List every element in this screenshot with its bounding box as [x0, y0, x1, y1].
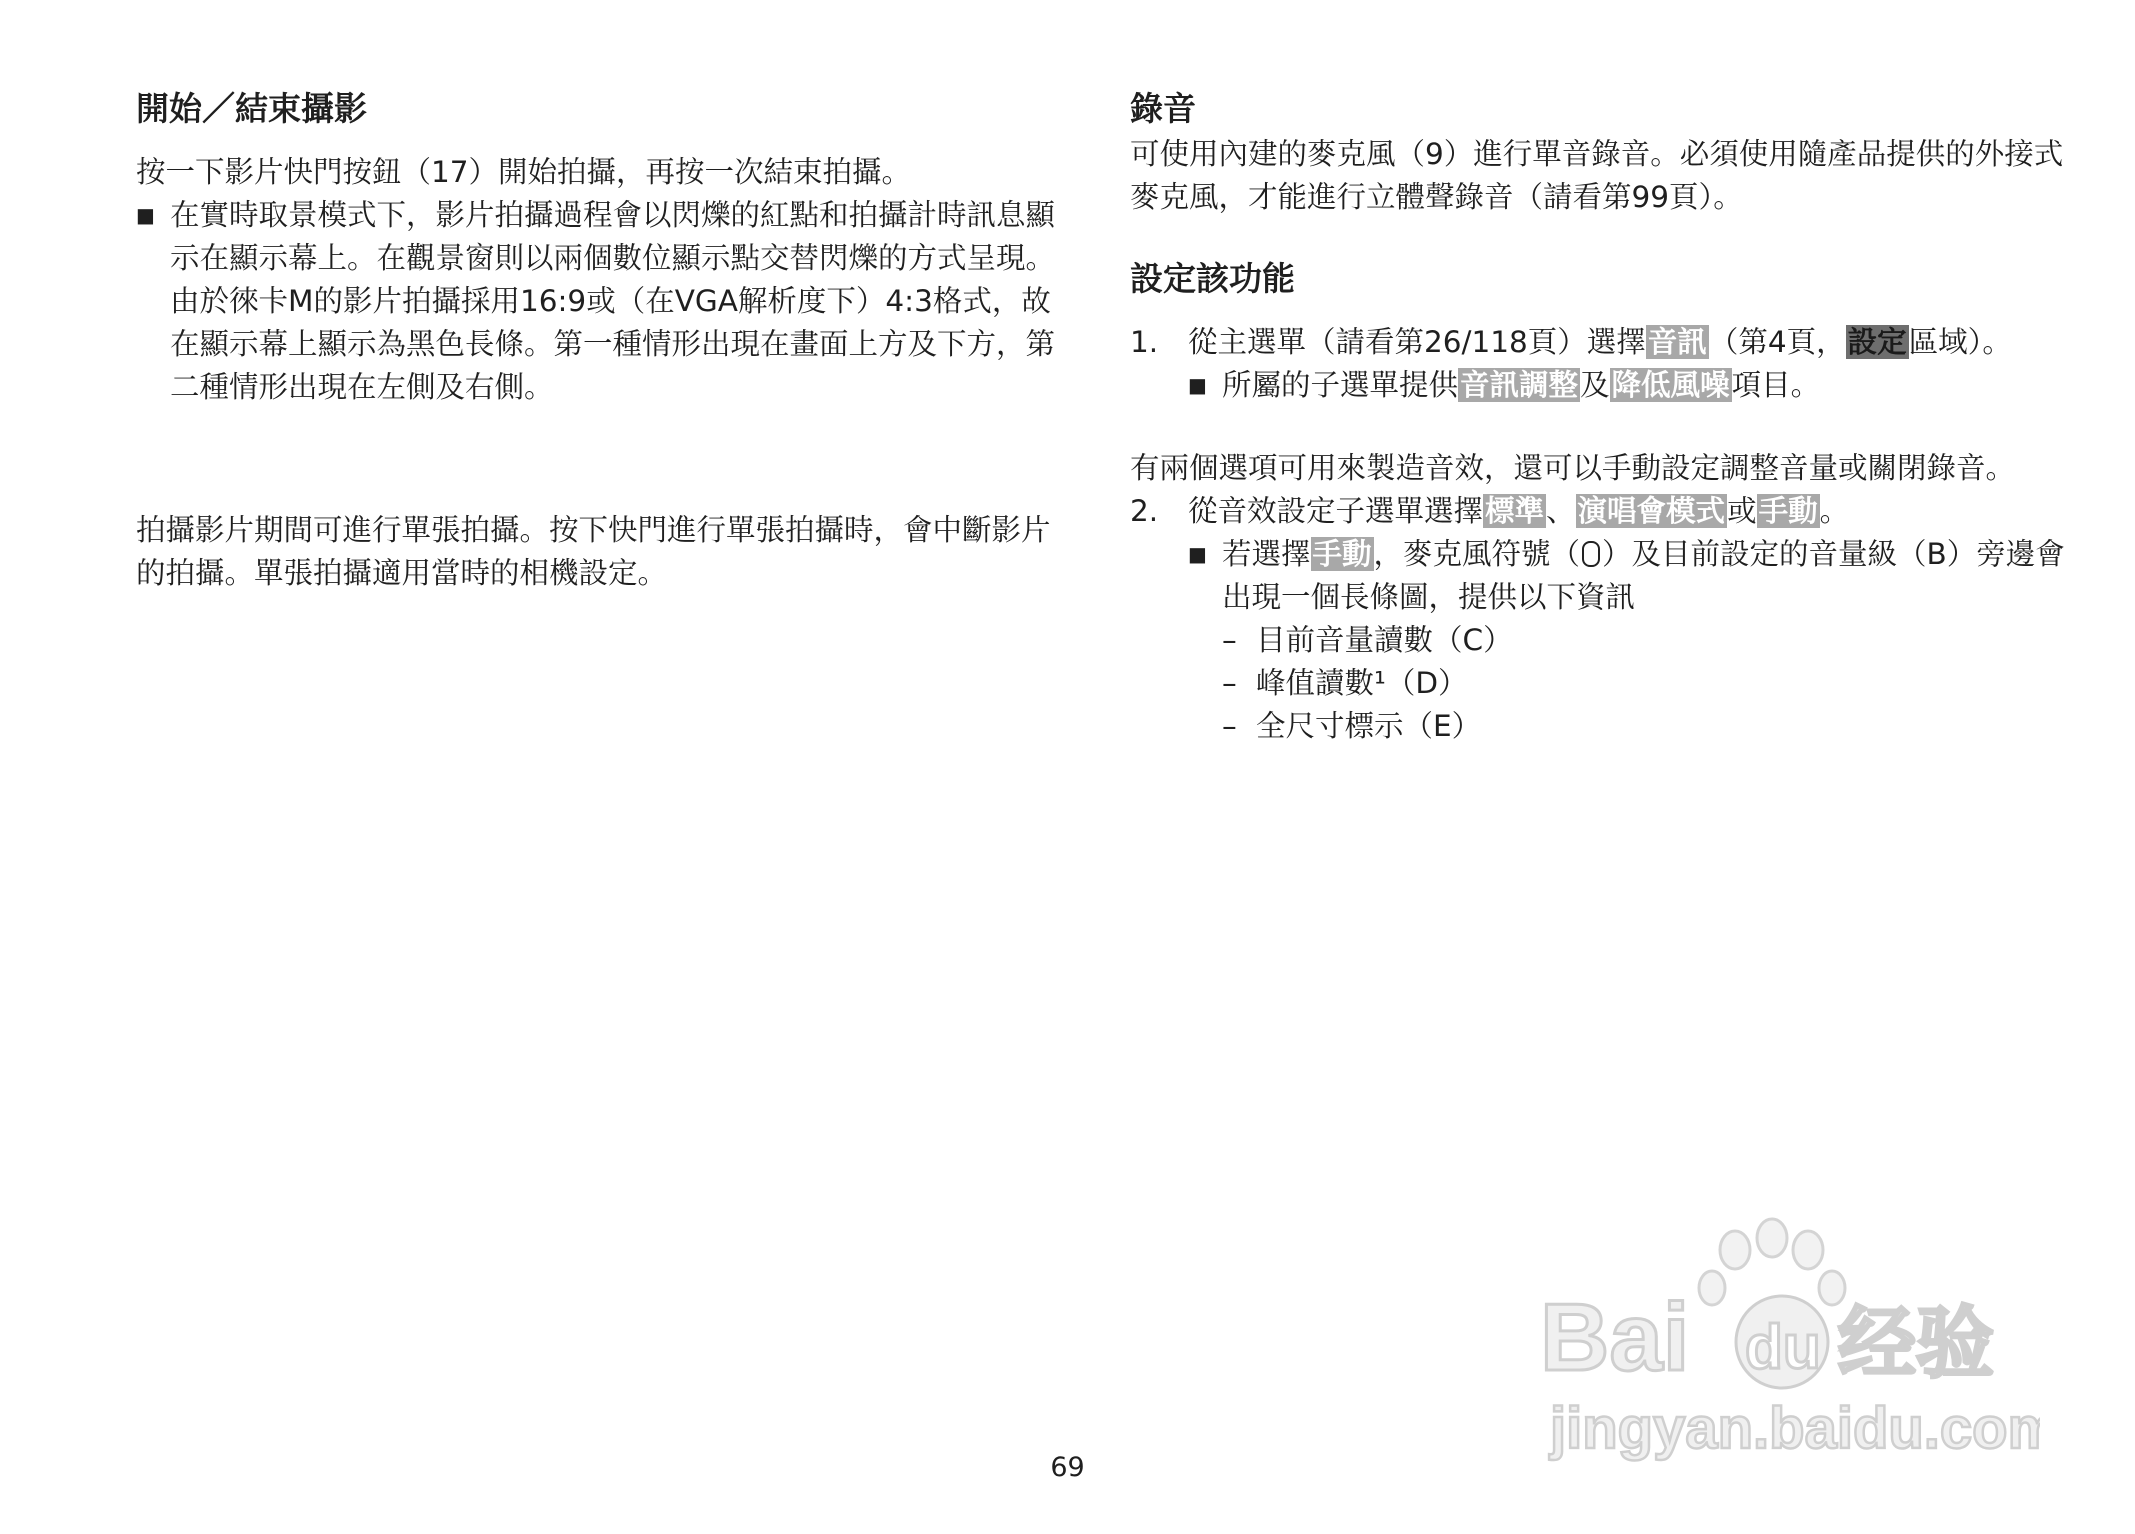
step-1-post: 區域）。: [1908, 325, 2012, 359]
step-1-text: [1188, 321, 2012, 364]
svg-text:Bai: Bai: [1540, 1284, 1690, 1391]
sub-2-pre: 若選擇: [1222, 537, 1311, 571]
right-column: [1130, 85, 2070, 748]
baidu-watermark: [1520, 1210, 2040, 1480]
menu-label-manual: 手動: [1312, 537, 1372, 571]
bullet-live-view: [136, 194, 1066, 280]
heading-start-stop-recording: 開始／結束攝影: [136, 89, 367, 128]
dash-item-text: 全尺寸標示（E）: [1256, 709, 1482, 743]
bullet-icon: ■: [136, 203, 155, 227]
sub-1-text: [1222, 364, 1820, 407]
step-2-text: [1188, 490, 1849, 533]
svg-text:du: du: [1745, 1313, 1821, 1382]
microphone-icon: [1582, 541, 1600, 567]
dash-item: – 峰值讀數¹（D）: [1130, 662, 2070, 705]
bullet-icon: ■: [1188, 373, 1207, 397]
page-number: 69: [1050, 1452, 1085, 1483]
step-2-pre: 從音效設定子選單選擇: [1188, 494, 1484, 528]
sub-2-mid: ，麥克風符號（: [1373, 537, 1581, 571]
svg-text:经验: 经验: [1838, 1299, 1995, 1389]
step-2-sep: 、: [1546, 494, 1576, 528]
intro-text: 按一下影片快門按鈕（17）開始拍攝，再按一次結束拍攝。: [136, 155, 912, 189]
step-1-sub-bullet: [1130, 364, 2070, 407]
step-1-mid: （第4頁，: [1708, 325, 1846, 359]
menu-label-concert-mode: 演唱會模式: [1577, 494, 1726, 528]
menu-label-settings: 設定: [1847, 325, 1907, 359]
recording-text: 可使用內建的麥克風（9）進行單音錄音。必須使用隨產品提供的外接式麥克風，才能進行立體聲錄音（請看第99頁）。: [1130, 137, 2064, 214]
step-number: 1.: [1130, 325, 1159, 359]
step-2-or: 或: [1727, 494, 1757, 528]
dash-item-text: 峰值讀數¹（D）: [1256, 666, 1468, 700]
left-column: [136, 85, 1066, 595]
step-2-post: 。: [1819, 494, 1850, 528]
step-1-pre: 從主選單（請看第26/118頁）選擇: [1188, 325, 1646, 359]
menu-label-standard: 標準: [1485, 494, 1545, 528]
step-1: [1130, 321, 2070, 364]
sub-1-and: 及: [1580, 368, 1610, 402]
step-2: [1130, 490, 2070, 533]
sub-1-pre: 所屬的子選單提供: [1222, 368, 1459, 402]
heading-setup: 設定該功能: [1130, 259, 1295, 298]
menu-label-manual: 手動: [1758, 494, 1818, 528]
options-paragraph: 有兩個選項可用來製造音效，還可以手動設定調整音量或關閉錄音。: [1130, 451, 2016, 485]
baidu-paw-logo: [1520, 1210, 2040, 1480]
bullet-text: 在實時取景模式下，影片拍攝過程會以閃爍的紅點和拍攝計時訊息顯示在顯示幕上。在觀景窗則以兩個數位顯示點交替閃爍的方式呈現。: [170, 198, 1056, 275]
bullet-icon: ■: [1188, 542, 1207, 566]
heading-recording: 錄音: [1130, 89, 1196, 128]
menu-label-audio: 音訊: [1647, 325, 1707, 359]
menu-label-wind-noise: 降低風噪: [1611, 368, 1730, 402]
step-2-sub-bullet: [1130, 533, 2070, 619]
dash-item: – 全尺寸標示（E）: [1130, 705, 2070, 748]
sub-2-text: [1222, 533, 2070, 619]
step-number: 2.: [1130, 494, 1159, 528]
sub-2-post: ）及目前設定的音量級（B）旁邊會出現一個長條圖，提供以下資訊: [1222, 537, 2065, 614]
svg-text:jingyan.baidu.com: jingyan.baidu.com: [1550, 1396, 2040, 1461]
still-photo-text: 拍攝影片期間可進行單張拍攝。按下快門進行單張拍攝時，會中斷影片的拍攝。單張拍攝適用當時的相機設定。: [136, 513, 1051, 590]
sub-1-post: 項目。: [1731, 368, 1821, 402]
menu-label-audio-adjust: 音訊調整: [1460, 368, 1579, 402]
dash-item: – 目前音量讀數（C）: [1130, 619, 2070, 662]
dash-item-text: 目前音量讀數（C）: [1256, 623, 1513, 657]
bullet-continuation: 由於徠卡M的影片拍攝採用16:9或（在VGA解析度下）4:3格式，故在顯示幕上顯示為黑色長條。第一種情形出現在畫面上方及下方，第二種情形出現在左側及右側。: [170, 284, 1056, 404]
